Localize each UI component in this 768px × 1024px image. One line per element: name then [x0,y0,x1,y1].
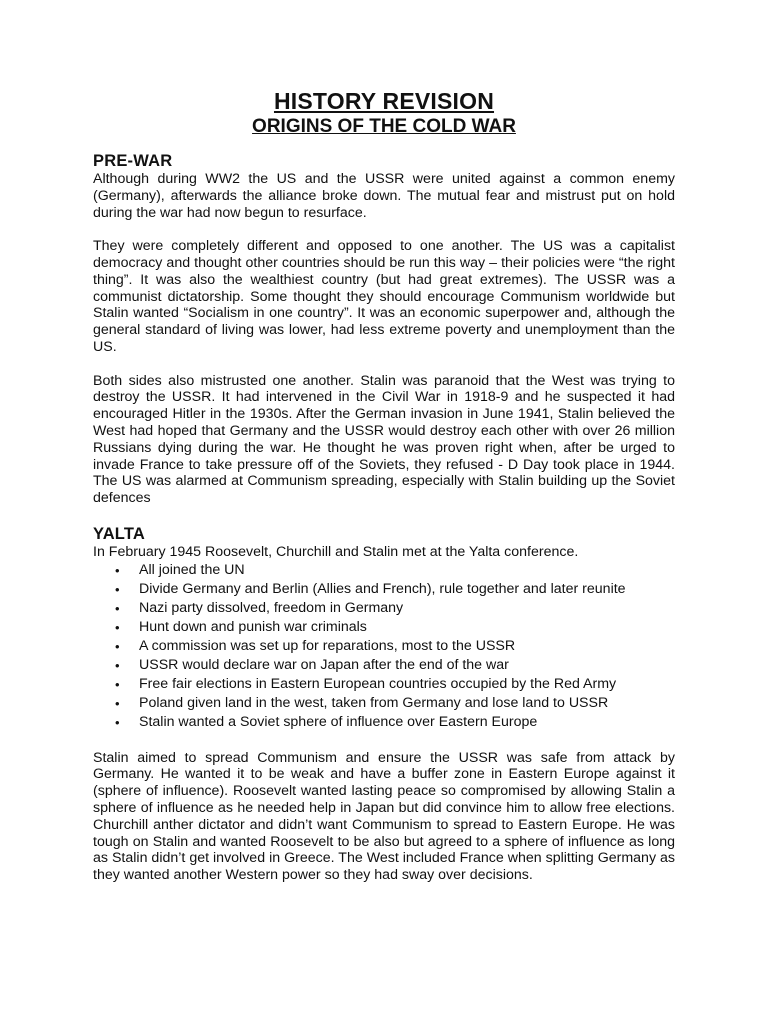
list-item-text: Poland given land in the west, taken from Germany and lose land to USSR [139,694,609,711]
yalta-closing-paragraph: Stalin aimed to spread Communism and ensure the USSR was safe from attack by Germany. He wanted it to be weak and have a buffer zone in Eastern Europe against it (sphere of influence). Roosevelt wanted lasting peace so compromised by allowing Stalin a sphere of influence as he needed help in Japan but did convince him to allow free elections. Churchill anther dictator and didn’t want Communism to spread to Eastern Europe. He was tough on Stalin and wanted Roosevelt to be also but agreed to a sphere of influence as long as Stalin didn’t get involved in Greece. The West included France when splitting Germany as they wanted another Western power so they had sway over decisions. [93,749,675,884]
list-item [93,637,675,656]
list-item [93,656,675,675]
list-item-text: Nazi party dissolved, freedom in Germany [139,599,404,616]
yalta-section [93,524,675,884]
yalta-intro-paragraph: In February 1945 Roosevelt, Churchill and Stalin met at the Yalta conference. [93,543,579,560]
list-item [93,694,675,713]
bullet-icon: • [115,657,120,673]
list-item-text: All joined the UN [139,561,245,578]
section-heading-prewar: PRE-WAR [93,152,173,170]
document-page [93,88,675,901]
list-item-text: Divide Germany and Berlin (Allies and French), rule together and later reunite [139,580,626,597]
list-item [93,618,675,637]
bullet-icon: • [115,714,120,730]
list-item [93,599,675,618]
bullet-icon: • [115,600,120,616]
list-item-text: A commission was set up for reparations, most to the USSR [139,637,516,654]
document-subtitle: ORIGINS OF THE COLD WAR [252,116,516,137]
bullet-icon: • [115,562,120,578]
yalta-bullet-list [93,561,675,732]
document-title: HISTORY REVISION [273,88,495,114]
bullet-icon: • [115,695,120,711]
prewar-paragraph-2: They were completely different and opposed to one another. The US was a capitalist democracy and thought other countries should be run this way – their policies were “the right thing”. It was also the wealthiest country (but had great extremes). The USSR was a communist dictatorship. Some thought they should encourage Communism worldwide but Stalin wanted “Socialism in one country”. It was an economic superpower and, although the general standard of living was lower, had less extreme poverty and unemployment than the US. [93,238,675,355]
list-item [93,713,675,732]
bullet-icon: • [115,676,120,692]
list-item-text: Free fair elections in Eastern European countries occupied by the Red Army [139,675,617,692]
list-item [93,580,675,599]
list-item-text: Stalin wanted a Soviet sphere of influence over Eastern Europe [139,713,538,730]
list-item-text: USSR would declare war on Japan after the end of the war [139,656,509,673]
section-heading-yalta: YALTA [93,524,146,543]
bullet-icon: • [115,619,120,635]
prewar-paragraph-1: Although during WW2 the US and the USSR were united against a common enemy (Germany), afterwards the alliance broke down. The mutual fear and mistrust put on hold during the war had now begun to resurface. [93,171,675,221]
bullet-icon: • [115,638,120,654]
prewar-paragraph-3: Both sides also mistrusted one another. Stalin was paranoid that the West was trying to destroy the USSR. It had intervened in the Civil War in 1918-9 and he suspected it had encouraged Hitler in the 1930s. After the German invasion in June 1941, Stalin believed the West had hoped that Germany and the USSR would destroy each other with over 26 million Russians dying during the war. He thought he was proven right when, after be urged to invade France to take pressure off of the Soviets, they refused - D Day took place in 1944. The US was alarmed at Communism spreading, especially with Stalin building up the Soviet defences [93,372,675,507]
prewar-section [93,151,675,507]
list-item [93,675,675,694]
list-item-text: Hunt down and punish war criminals [139,618,367,635]
list-item [93,561,675,580]
bullet-icon: • [115,581,120,597]
